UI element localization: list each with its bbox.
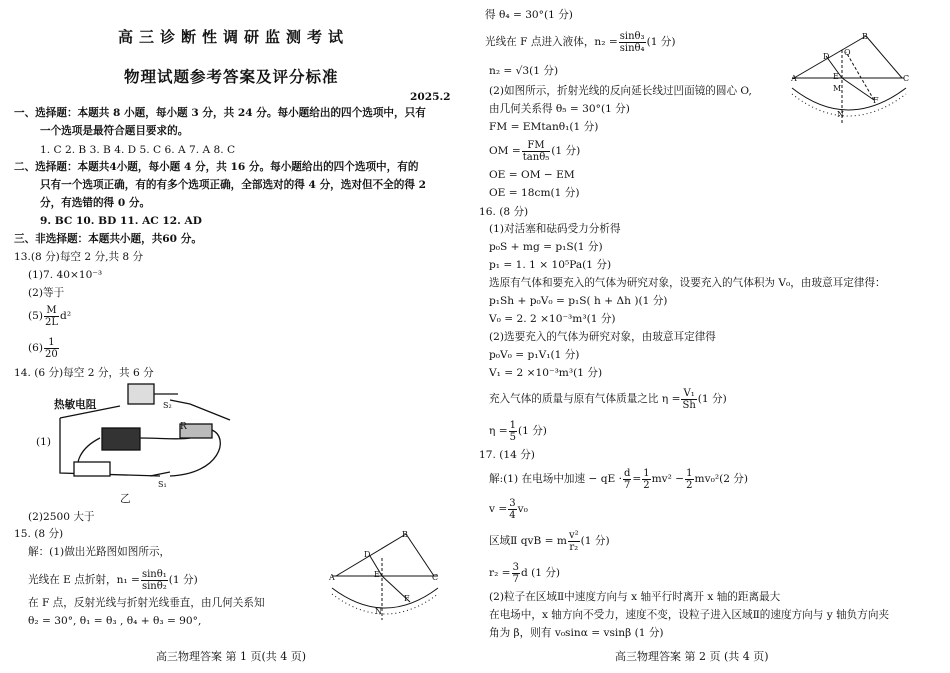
q17-line-b-text: v = — [489, 503, 508, 515]
q16-line-b: p₀S + mg = p₁S(1 分) — [489, 241, 603, 253]
switch-s1-label: S₁ — [158, 480, 167, 489]
optics-diagram — [330, 528, 442, 624]
denominator: 7 — [623, 479, 631, 491]
denominator: 2 — [686, 479, 693, 491]
q17-line-d-suffix: d (1 分) — [520, 567, 561, 579]
q13-answer-1: (1)7. 40×10⁻³ — [28, 269, 103, 281]
exam-header: 高三诊断性调研监测考试 — [118, 28, 350, 46]
section1-heading: 一、选择题：本题共 8 小题，每小题 3 分，共 24 分。每小题给出的四个选项中，只有 — [14, 107, 426, 119]
q15-line-d: θ₂ = 30°, θ₁ = θ₃ , θ₄ + θ₃ = 90°, — [28, 615, 202, 627]
fraction — [512, 562, 520, 585]
q15-line-e: 得 θ₄ = 30°(1 分) — [485, 9, 573, 21]
denominator: 20 — [45, 348, 58, 360]
q16-line-e: p₁Sh + p₀V₀ = p₁S( h + Δh )(1 分) — [489, 295, 668, 307]
q14-answer-1-label: (1) — [36, 436, 52, 448]
q17-line-c-text: 区域Ⅱ qvB = m — [489, 535, 567, 547]
wire — [170, 400, 230, 420]
q16-heading: 16. (8 分) — [479, 206, 529, 218]
equals-sign: = — [632, 473, 642, 485]
q15-line-m: OE = 18cm(1 分) — [489, 187, 580, 199]
denominator: sinθ₄ — [619, 42, 645, 54]
q13-answer-4 — [28, 336, 60, 360]
q16-line-j — [489, 386, 727, 412]
q14-answer-2: (2)2500 大于 — [28, 511, 95, 523]
q16-line-a: (1)对活塞和砝码受力分析得 — [489, 223, 621, 235]
numerator: d — [623, 467, 631, 479]
fraction — [642, 468, 650, 491]
q17-line-b-suffix: v₀ — [517, 503, 528, 515]
point-m-label: M — [833, 84, 842, 93]
numerator: 1 — [44, 337, 59, 349]
point-o-label: O — [844, 48, 851, 57]
denominator: 2 — [643, 479, 650, 491]
q16-line-c: p₁ = 1. 1 × 10⁵Pa(1 分) — [489, 259, 612, 271]
point-e-label: E — [833, 72, 839, 81]
q15-line-h: (2)如图所示，折射光线的反向延长线过凹面镜的圆心 O, — [489, 85, 752, 97]
q15-line-f — [485, 30, 676, 54]
page-footer: 高三物理答案 第 2 页 (共 4 页) — [615, 650, 769, 663]
q16-line-f: V₀ = 2. 2 ×10⁻³m³(1 分) — [489, 313, 616, 325]
ray-line — [794, 36, 866, 78]
fraction — [44, 337, 59, 360]
mirror-hatching — [332, 594, 438, 614]
q16-line-j-suffix: (1 分) — [697, 393, 727, 405]
switch-s2-label: S₂ — [163, 401, 172, 410]
numerator: FM — [522, 140, 550, 152]
q15-line-b — [28, 568, 198, 592]
q15-line-c: 在 F 点，反射光线与折射光线垂直，由几何关系知 — [28, 597, 265, 609]
ray-line — [336, 534, 406, 576]
q15-line-k-suffix: (1 分) — [551, 145, 581, 157]
denominator: 4 — [509, 509, 516, 521]
answer-page-2 — [475, 0, 950, 673]
denominator: 5 — [509, 431, 516, 443]
denominator: 2L — [45, 316, 59, 328]
q15-line-k — [489, 138, 580, 164]
q17-heading: 17. (14 分) — [479, 449, 535, 461]
q17-line-a-suffix: mv₀²(2 分) — [694, 473, 749, 485]
concave-mirror-arc — [792, 88, 906, 110]
q15-line-b-text: 光线在 E 点折射，n₁ = — [28, 574, 140, 586]
numerator: v² — [568, 529, 579, 541]
point-d-label: D — [364, 550, 371, 559]
exam-date: 2025.2 — [410, 91, 451, 103]
denominator: 7 — [512, 573, 519, 585]
point-e-label: E — [374, 570, 380, 579]
fraction — [509, 420, 517, 443]
resistor-label: R — [180, 422, 187, 432]
section2-heading: 二、选择题：本题共4小题，每小题 4 分，共 16 分。每小题给出的四个选项中，有的 — [14, 161, 419, 173]
q17-line-d — [489, 560, 560, 586]
q13-answer-2: (2)等于 — [28, 287, 65, 299]
fraction — [141, 569, 168, 592]
fraction — [508, 498, 516, 521]
numerator: 3 — [509, 497, 516, 509]
ray-line — [842, 78, 874, 100]
numerator: V₁ — [681, 388, 696, 400]
q15-line-f-text: 光线在 F 点进入液体，n₂ = — [485, 36, 618, 48]
ray-line — [866, 36, 902, 78]
circuit-diagram — [40, 378, 240, 490]
q16-line-k-suffix: (1 分) — [517, 425, 547, 437]
page-footer: 高三物理答案 第 1 页(共 4 页) — [156, 650, 307, 663]
q17-line-d-text: r₂ = — [489, 567, 511, 579]
concave-mirror-arc — [332, 588, 438, 608]
q17-line-a-text: 解:(1) 在电场中加速 − qE · — [489, 473, 622, 485]
numerator: 1 — [643, 467, 650, 479]
q15-line-l: OE = OM − EM — [489, 169, 575, 181]
q16-line-i: V₁ = 2 ×10⁻³m³(1 分) — [489, 367, 603, 379]
fraction — [522, 140, 550, 163]
thermistor-label: 热敏电阻 — [54, 399, 97, 411]
point-f-label: F — [404, 594, 410, 603]
q15-line-g: n₂ = √3(1 分) — [489, 65, 559, 77]
q17-line-a-mid: mv² − — [651, 473, 685, 485]
fraction — [623, 468, 631, 491]
q17-line-g: 角为 β，则有 v₀sinα = vsinβ (1 分) — [489, 627, 664, 639]
q15-heading: 15. (8 分) — [14, 528, 64, 540]
q16-line-h: p₀V₀ = p₁V₁(1 分) — [489, 349, 580, 361]
q15-line-f-suffix: (1 分) — [646, 36, 676, 48]
page-title: 物理试题参考答案及评分标准 — [124, 67, 339, 86]
q15-line-i: 由几何关系得 θ₅ = 30°(1 分) — [489, 103, 630, 115]
point-b-label: B — [402, 530, 408, 539]
q13-answer-4-label: (6) — [28, 342, 44, 354]
numerator: M — [44, 305, 59, 317]
fraction — [44, 305, 59, 328]
q17-line-c — [489, 528, 610, 554]
q17-line-b — [489, 496, 528, 522]
q13-answer-3-label: (5) — [28, 310, 44, 322]
section2-answers: 9. BC 10. BD 11. AC 12. AD — [40, 215, 202, 227]
q17-line-c-suffix: (1 分) — [580, 535, 610, 547]
q16-line-k — [489, 418, 547, 444]
q17-line-e: (2)粒子在区域Ⅱ中速度方向与 x 轴平行时离开 x 轴的距离最大 — [489, 591, 781, 603]
point-n-label: N — [837, 110, 844, 119]
meter-icon — [128, 384, 154, 404]
numerator: 1 — [686, 467, 693, 479]
point-b-label: B — [862, 32, 868, 41]
denominator: r₂ — [569, 541, 579, 553]
q17-line-a — [489, 466, 748, 492]
q16-line-j-text: 充入气体的质量与原有气体质量之比 η = — [489, 393, 681, 405]
numerator: sinθ₃ — [619, 30, 645, 42]
fraction — [619, 31, 646, 54]
q17-line-f: 在电场中，x 轴方向不受力，速度不变，设粒子进入区域Ⅱ的速度方向与 y 轴负方向夹 — [489, 609, 890, 621]
q15-line-b-suffix: (1 分) — [168, 574, 198, 586]
battery-icon — [74, 462, 110, 476]
ray-line — [406, 534, 434, 576]
section2-heading-cont: 只有一个选项正确，有的有多个选项正确，全部选对的得 4 分，选对但不全的得 2 — [40, 179, 426, 191]
fraction — [568, 530, 580, 553]
point-c-label: C — [903, 74, 910, 83]
point-d-label: D — [823, 52, 830, 61]
figure-label: 乙 — [120, 493, 131, 505]
section1-answers: 1. C 2. B 3. B 4. D 5. C 6. A 7. A 8. C — [40, 144, 236, 156]
q16-line-g: (2)选要充入的气体为研究对象，由玻意耳定律得 — [489, 331, 716, 343]
fraction — [681, 388, 696, 411]
q13-answer-3 — [28, 304, 71, 328]
denominator: Sh — [682, 399, 696, 411]
q13-answer-3-suffix: d² — [60, 310, 72, 322]
q15-line-a: 解：(1)做出光路图如图所示， — [28, 546, 171, 558]
section2-heading-cont2: 分，有选错的得 0 分。 — [40, 197, 151, 209]
point-a-label: A — [791, 74, 797, 83]
denominator: tanθ₅ — [522, 151, 550, 163]
point-a-label: A — [329, 573, 335, 582]
section3-heading: 三、非选择题：本题共小题，共60 分。 — [14, 233, 202, 245]
q14-heading: 14. (6 分)每空 2 分，共 6 分 — [14, 367, 154, 379]
q15-line-k-text: OM = — [489, 145, 521, 157]
q13-heading: 13.(8 分)每空 2 分,共 8 分 — [14, 251, 144, 263]
point-f-label: F — [873, 96, 879, 105]
denominator: sinθ₂ — [141, 580, 167, 592]
section1-heading-cont: 一个选项是最符合题目要求的。 — [40, 125, 189, 137]
numerator: 1 — [509, 419, 516, 431]
point-n-label: N — [375, 607, 382, 616]
q15-line-j: FM = EMtanθ₁(1 分) — [489, 121, 599, 133]
mirror-hatching — [792, 94, 906, 116]
fraction — [685, 468, 693, 491]
numerator: 3 — [512, 561, 519, 573]
q16-line-k-text: η = — [489, 425, 508, 437]
thermistor-icon — [102, 428, 140, 450]
q16-line-d: 选原有气体和要充入的气体为研究对象，设要充入的气体积为 V₀，由玻意耳定律得： — [489, 277, 886, 289]
point-c-label: C — [432, 573, 439, 582]
wire — [140, 438, 190, 439]
numerator: sinθ₁ — [141, 568, 167, 580]
